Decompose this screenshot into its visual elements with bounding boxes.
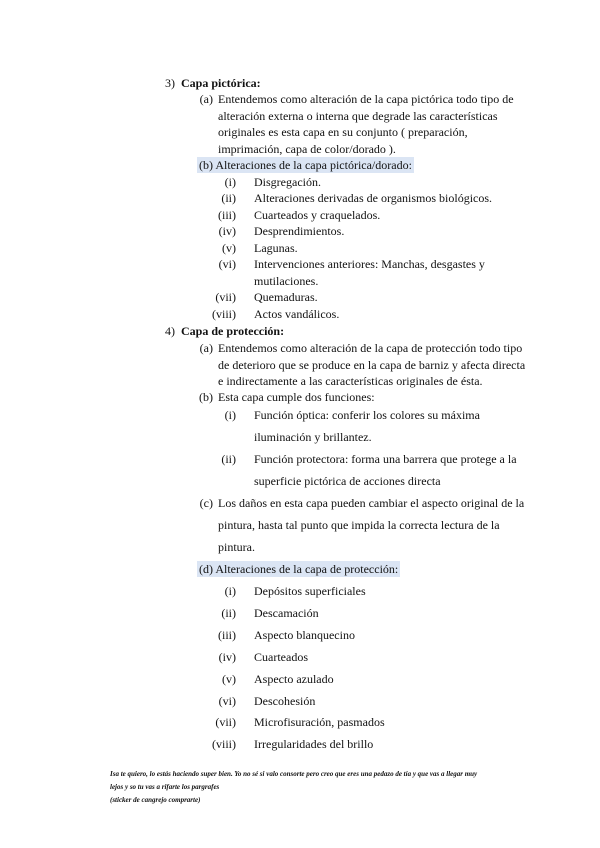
list-item: Cuarteados bbox=[254, 650, 308, 664]
item-marker: (a) bbox=[199, 341, 213, 355]
list-item: Desprendimientos. bbox=[254, 224, 345, 238]
list-item: Descamación bbox=[254, 606, 319, 620]
paragraph-line: pintura. bbox=[218, 540, 255, 554]
list-item: Quemaduras. bbox=[254, 290, 318, 304]
item-marker: (a) bbox=[199, 92, 213, 106]
section-title: Capa pictórica: bbox=[181, 76, 261, 90]
roman-numeral: (i) bbox=[224, 408, 236, 422]
item-marker: (b) bbox=[199, 158, 213, 172]
paragraph-line: de deterioro que se produce en la capa de barniz y afecta directa bbox=[218, 358, 526, 372]
section-title: Capa de protección: bbox=[181, 324, 285, 338]
paragraph-line: Entendemos como alteración de la capa pictórica todo tipo de bbox=[218, 92, 514, 106]
roman-numeral: (vii) bbox=[215, 715, 236, 729]
section-number: 3) bbox=[165, 76, 175, 90]
list-item: Depósitos superficiales bbox=[254, 584, 366, 598]
roman-numeral: (iii) bbox=[218, 628, 236, 642]
roman-numeral: (v) bbox=[222, 672, 236, 686]
roman-numeral: (ii) bbox=[221, 191, 236, 205]
list-item: mutilaciones. bbox=[254, 274, 319, 288]
list-item: Microfisuración, pasmados bbox=[254, 715, 385, 729]
list-item: Alteraciones derivadas de organismos biológicos. bbox=[254, 191, 493, 205]
list-item: Actos vandálicos. bbox=[254, 307, 340, 321]
roman-numeral: (viii) bbox=[212, 737, 236, 751]
roman-numeral: (i) bbox=[224, 584, 236, 598]
highlighted-heading bbox=[197, 561, 400, 577]
list-item: iluminación y brillantez. bbox=[254, 430, 372, 444]
roman-numeral: (vii) bbox=[215, 290, 236, 304]
subheading-text: Esta capa cumple dos funciones: bbox=[218, 390, 375, 404]
roman-numeral: (ii) bbox=[221, 452, 236, 466]
list-item: Cuarteados y craquelados. bbox=[254, 208, 381, 222]
item-marker: (d) bbox=[199, 562, 213, 576]
roman-numeral: (iv) bbox=[218, 224, 236, 238]
list-item: Aspecto azulado bbox=[254, 672, 334, 686]
paragraph-line: imprimación, capa de color/dorado ). bbox=[218, 142, 396, 156]
highlighted-heading bbox=[197, 157, 414, 173]
paragraph-line: Los daños en esta capa pueden cambiar el aspecto original de la bbox=[218, 496, 525, 510]
list-item: Disgregación. bbox=[254, 175, 321, 189]
list-item: Descohesión bbox=[254, 694, 316, 708]
roman-numeral: (v) bbox=[222, 241, 236, 255]
list-item: Intervenciones anteriores: Manchas, desgastes y bbox=[254, 257, 485, 271]
item-marker: (b) bbox=[199, 390, 213, 404]
list-item: Irregularidades del brillo bbox=[254, 737, 374, 751]
list-item: Función óptica: conferir los colores su máxima bbox=[254, 408, 480, 422]
section-number: 4) bbox=[165, 324, 175, 338]
roman-numeral: (vi) bbox=[218, 257, 236, 271]
roman-numeral: (iii) bbox=[218, 208, 236, 222]
roman-numeral: (iv) bbox=[218, 650, 236, 664]
footnote-line: (sticker de cangrejo comprarte) bbox=[110, 796, 201, 804]
footnote-line: Isa te quiero, lo estás haciendo super bien. Yo no sé si valo consorte pero creo que eres una pedazo de tía y que vas a llegar muy bbox=[110, 770, 478, 778]
list-item: Aspecto blanquecino bbox=[254, 628, 355, 642]
paragraph-line: alteración externa o interna que degrade las características bbox=[218, 109, 498, 123]
roman-numeral: (ii) bbox=[221, 606, 236, 620]
subheading-text: Alteraciones de la capa de protección: bbox=[215, 562, 399, 576]
list-item: superficie pictórica de acciones directa bbox=[254, 474, 441, 488]
paragraph-line: e indirectamente a las características originales de ésta. bbox=[218, 374, 483, 388]
roman-numeral: (vi) bbox=[218, 694, 236, 708]
roman-numeral: (viii) bbox=[212, 307, 236, 321]
footnote-line: lejos y so tu vas a rifarte los pargrafes bbox=[110, 783, 220, 791]
paragraph-line: pintura, hasta tal punto que impida la correcta lectura de la bbox=[218, 518, 500, 532]
roman-numeral: (i) bbox=[224, 175, 236, 189]
list-item: Lagunas. bbox=[254, 241, 298, 255]
list-item: Función protectora: forma una barrera que protege a la bbox=[254, 452, 517, 466]
subheading-text: Alteraciones de la capa pictórica/dorado: bbox=[215, 158, 412, 172]
paragraph-line: originales es esta capa en su conjunto ( preparación, bbox=[218, 125, 468, 139]
item-marker: (c) bbox=[199, 496, 213, 510]
paragraph-line: Entendemos como alteración de la capa de protección todo tipo bbox=[218, 341, 523, 355]
